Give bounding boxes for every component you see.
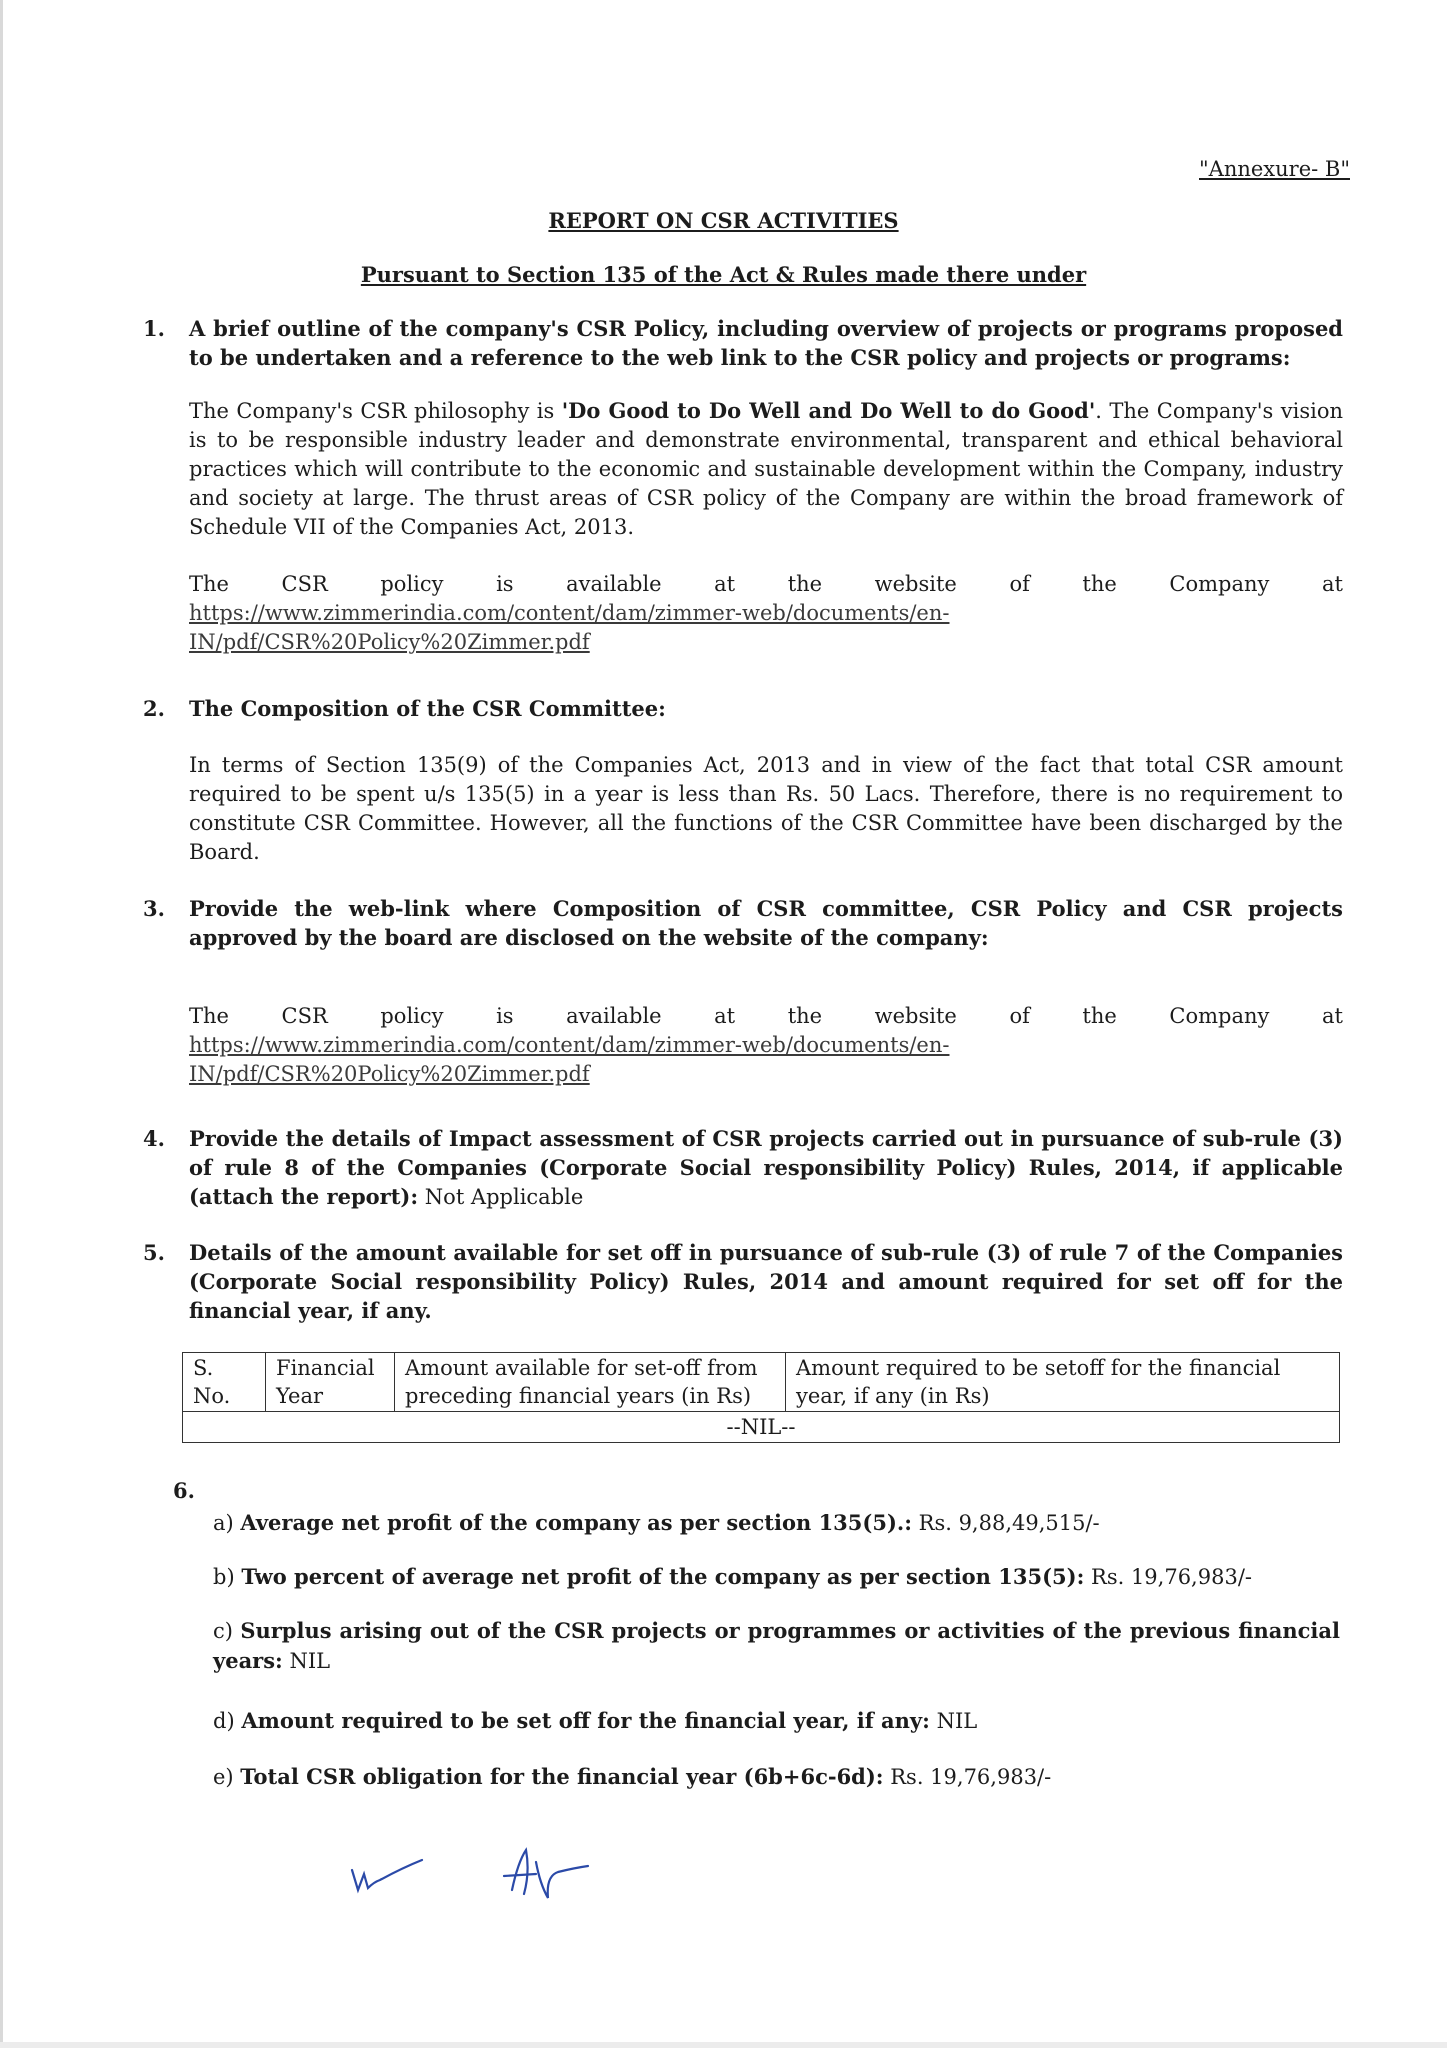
- section-number: 4.: [143, 1126, 165, 1151]
- table-header-row: [183, 1353, 1340, 1412]
- section-heading: A brief outline of the company's CSR Policy, including overview of projects or programs proposed to be undertaken and a reference to the web link to the CSR policy and projects or programs:: [189, 316, 1343, 370]
- section-heading: Provide the details of Impact assessment of CSR projects carried out in pursuance of sub-rule (3) of rule 8 of the Companies (Corporate Social responsibility Policy) Rules, 2014, if applicable (attach the report): Not Applicable: [189, 1126, 1343, 1209]
- scan-edge-left: [0, 0, 3, 2048]
- list-item-6c: c) Surplus arising out of the CSR projects or programmes or activities of the previous financial years: NIL: [213, 1618, 1340, 1673]
- section-5: [143, 1238, 1343, 1325]
- table-row: [183, 1412, 1340, 1443]
- csr-philosophy-paragraph: The Company's CSR philosophy is 'Do Good to Do Well and Do Well to do Good'. The Company's vision is to be responsible industry leader and demonstrate environmental, transparent and ethical behavioral practices which will contribute to the economic and sustainable development within the Company, industry and society at large. The thrust areas of CSR policy of the Company are within the broad framework of Schedule VII of the Companies Act, 2013.: [189, 398, 1343, 539]
- section-heading: Provide the web-link where Composition of CSR committee, CSR Policy and CSR projects approved by the board are disclosed on the website of the company:: [189, 896, 1343, 950]
- section-2: [143, 694, 1343, 867]
- section-number: 2.: [143, 696, 165, 721]
- section-3: [143, 894, 1343, 1089]
- section-heading: The Composition of the CSR Committee:: [189, 696, 666, 721]
- setoff-table: [182, 1352, 1340, 1443]
- section-number: 5.: [143, 1240, 165, 1265]
- scan-edge-bottom: [0, 2042, 1447, 2048]
- list-item-6b: b) Two percent of average net profit of the company as per section 135(5): Rs. 19,76,983/-: [213, 1564, 1252, 1589]
- header-cell: Amount available for set-off from preceding financial years (in Rs): [395, 1353, 786, 1412]
- section-1: [143, 314, 1343, 657]
- csr-policy-link[interactable]: https://www.zimmerindia.com/content/dam/zimmer-web/documents/en- IN/pdf/CSR%20Policy%20Zimmer.pdf: [189, 601, 950, 654]
- section-number: 6.: [173, 1478, 195, 1503]
- signature-1: [352, 1860, 422, 1890]
- list-item-6e: e) Total CSR obligation for the financial year (6b+6c-6d): Rs. 19,76,983/-: [213, 1764, 1052, 1789]
- page-title: REPORT ON CSR ACTIVITIES: [548, 208, 899, 233]
- committee-paragraph: In terms of Section 135(9) of the Companies Act, 2013 and in view of the fact that total CSR amount required to be spent u/s 135(5) in a year is less than Rs. 50 Lacs. Therefore, there is no requirement to constitute CSR Committee. However, all the functions of the CSR Committee have been discharged by the Board.: [189, 753, 1343, 864]
- annexure-label: "Annexure- B": [1199, 157, 1350, 181]
- impact-assessment-value: Not Applicable: [418, 1185, 584, 1209]
- header-cell: Financial Year: [266, 1353, 395, 1412]
- section-number: 1.: [143, 316, 165, 341]
- section-number: 3.: [143, 896, 165, 921]
- header-cell: S. No.: [183, 1353, 266, 1412]
- policy-availability-line: The CSR policy is available at the website of the Company at: [189, 572, 1343, 596]
- signatures: [340, 1832, 620, 1912]
- nil-cell: --NIL--: [183, 1412, 1340, 1443]
- csr-policy-link[interactable]: https://www.zimmerindia.com/content/dam/zimmer-web/documents/en- IN/pdf/CSR%20Policy%20Zimmer.pdf: [189, 1033, 950, 1086]
- policy-availability-line: The CSR policy is available at the website of the Company at: [189, 1004, 1343, 1028]
- list-item-6d: d) Amount required to be set off for the financial year, if any: NIL: [213, 1708, 978, 1733]
- section-4: [143, 1124, 1343, 1212]
- philosophy-motto: 'Do Good to Do Well and Do Well to do Good': [561, 398, 1096, 423]
- list-item-6a: a) Average net profit of the company as per section 135(5).: Rs. 9,88,49,515/-: [213, 1510, 1100, 1535]
- header-cell: Amount required to be setoff for the financial year, if any (in Rs): [786, 1353, 1340, 1412]
- section-heading: Details of the amount available for set off in pursuance of sub-rule (3) of rule 7 of the Companies (Corporate Social responsibility Policy) Rules, 2014 and amount required for set off for the financial year, if any.: [189, 1240, 1343, 1323]
- page-subtitle: Pursuant to Section 135 of the Act & Rules made there under: [360, 262, 1087, 287]
- signature-2: [504, 1850, 588, 1898]
